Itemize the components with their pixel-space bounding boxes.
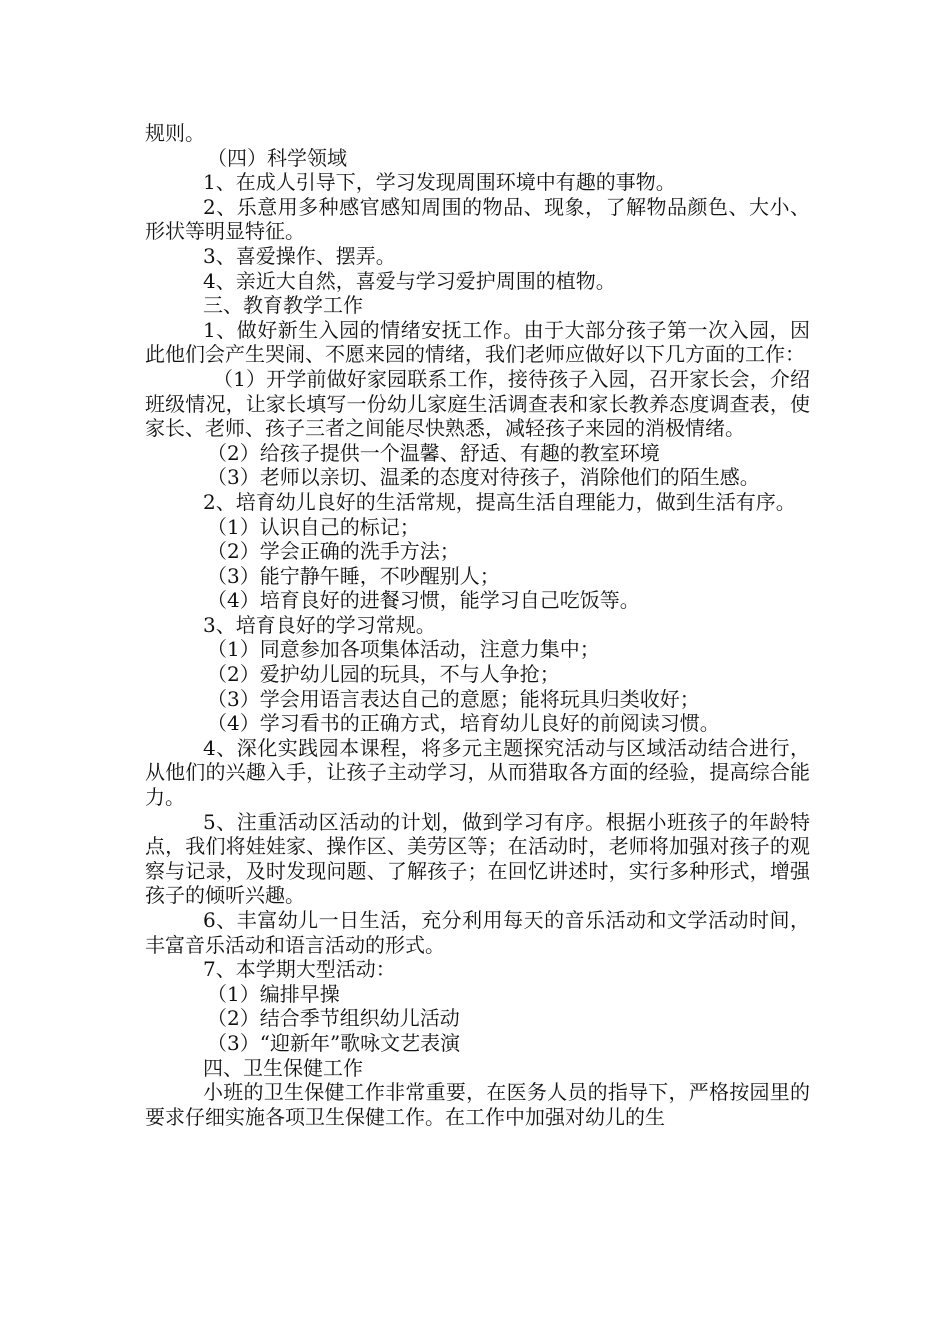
document-body (145, 121, 810, 1129)
paragraph: 小班的卫生保健工作非常重要，在医务人员的指导下，严格按园里的要求仔细实施各项卫生保健工作。在工作中加强对幼儿的生 (145, 1080, 810, 1129)
list-item: 4、深化实践园本课程，将多元主题探究活动与区域活动结合进行，从他们的兴趣入手，让孩子主动学习，从而猎取各方面的经验，提高综合能力。 (145, 735, 810, 810)
sub-list-item: （1）认识自己的标记； (207, 514, 420, 539)
list-item: 3、培育良好的学习常规。 (203, 612, 436, 637)
list-item: 5、注重活动区活动的计划，做到学习有序。根据小班孩子的年龄特点，我们将娃娃家、操作区、美劳区等；在活动时，老师将加强对孩子的观察与记录，及时发现问题、了解孩子；在回忆讲述时，实行多种形式，增强孩子的倾听兴趣。 (145, 809, 810, 908)
sub-list-item: （3）老师以亲切、温柔的态度对待孩子，消除他们的陌生感。 (207, 465, 760, 490)
sub-list-item: （3）能宁静午睡，不吵醒别人； (207, 563, 500, 588)
list-item: 6、丰富幼儿一日生活，充分利用每天的音乐活动和文学活动时间，丰富音乐活动和语言活动的形式。 (145, 908, 810, 957)
sub-list-item: （4）培育良好的进餐习惯，能学习自己吃饭等。 (207, 588, 640, 613)
sub-list-item: （3）学会用语言表达自己的意愿；能将玩具归类收好； (207, 686, 700, 711)
section-heading: 三、教育教学工作 (203, 293, 363, 318)
sub-list-item: （2）学会正确的洗手方法； (207, 539, 460, 564)
sub-list-item: （2）爱护幼儿园的玩具，不与人争抢； (207, 662, 560, 687)
list-item: 2、乐意用多种感官感知周围的物品、现象，了解物品颜色、大小、形状等明显特征。 (145, 194, 810, 244)
list-item: 1、做好新生入园的情绪安抚工作。由于大部分孩子第一次入园，因此他们会产生哭闹、不愿来园的情绪，我们老师应做好以下几方面的工作： (145, 317, 810, 367)
sub-list-item: （3）“迎新年”歌咏文艺表演 (207, 1030, 461, 1055)
list-item: 2、培育幼儿良好的生活常规，提高生活自理能力，做到生活有序。 (203, 489, 796, 514)
sub-list-item: （1）编排早操 (207, 981, 340, 1006)
paragraph: 规则。 (145, 121, 205, 145)
list-item: 3、喜爱操作、摆弄。 (203, 243, 396, 268)
list-item: 4、亲近大自然，喜爱与学习爱护周围的植物。 (203, 268, 616, 293)
section-heading: （四）科学领域 (207, 145, 347, 170)
sub-list-item: （2）结合季节组织幼儿活动 (207, 1006, 460, 1031)
sub-list-item: （2）给孩子提供一个温馨、舒适、有趣的教室环境 (207, 440, 660, 465)
list-item: 1、在成人引导下，学习发现周围环境中有趣的事物。 (203, 170, 676, 195)
sub-list-item: （4）学习看书的正确方式，培育幼儿良好的前阅读习惯。 (207, 711, 720, 736)
sub-list-item: （1）同意参加各项集体活动，注意力集中； (207, 637, 600, 662)
list-item: 7、本学期大型活动： (203, 957, 396, 982)
sub-list-item: （1）开学前做好家园联系工作，接待孩子入园，召开家长会，介绍班级情况，让家长填写一份幼儿家庭生活调查表和家长教养态度调查表，使家长、老师、孩子三者之间能尽快熟悉，减轻孩子来园的消极情绪。 (145, 366, 810, 441)
section-heading: 四、卫生保健工作 (203, 1055, 363, 1080)
